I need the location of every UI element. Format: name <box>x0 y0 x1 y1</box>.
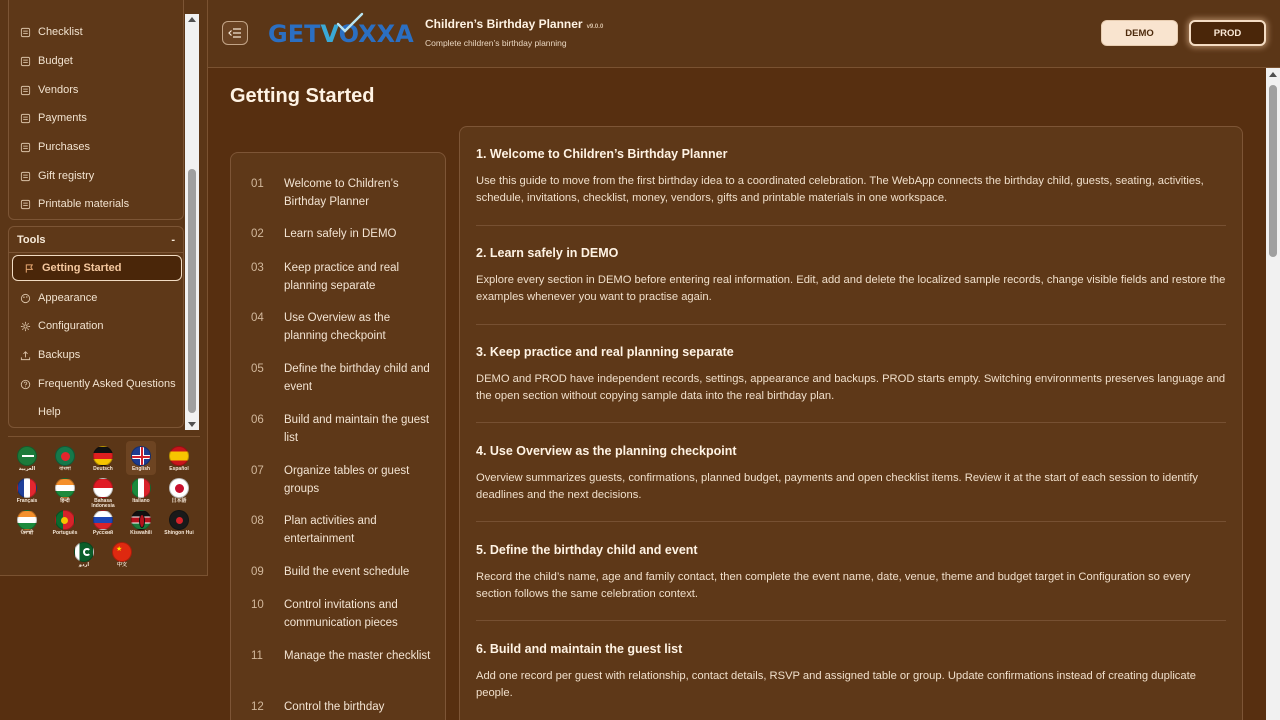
scroll-down-arrow-icon[interactable] <box>188 422 196 427</box>
sidebar <box>0 0 208 576</box>
language-option-deutsch[interactable]: Deutsch <box>88 441 118 475</box>
page-title: Getting Started <box>230 85 375 107</box>
sidebar-item-label: Backups <box>38 349 81 361</box>
upload-icon <box>19 349 31 361</box>
toc-label: Keep practice and real planning separate <box>284 262 400 292</box>
toc-number: 02 <box>251 228 264 240</box>
scrollbar-thumb[interactable] <box>188 169 196 413</box>
saudi-arabia-flag-icon <box>17 446 37 466</box>
demo-environment-button[interactable]: DEMO <box>1101 20 1178 46</box>
section-title: 3. Keep practice and real planning separate <box>476 345 734 359</box>
scroll-up-arrow-icon[interactable] <box>1269 72 1277 77</box>
sidebar-item-label: Budget <box>38 55 73 67</box>
app-title-text: Children’s Birthday Planner <box>425 17 583 31</box>
toc-number: 05 <box>251 363 264 375</box>
language-option-bangla[interactable]: বাংলা <box>50 441 80 475</box>
sidebar-item-faq[interactable] <box>9 371 184 397</box>
language-option-kiswahili[interactable]: Kiswahili <box>126 505 156 539</box>
sidebar-item-printable-materials[interactable] <box>9 191 184 217</box>
china-flag-icon: ★ <box>112 542 132 562</box>
question-icon <box>19 378 31 390</box>
toc-label: Define the birthday child and event <box>284 363 430 393</box>
sidebar-item-label: Purchases <box>38 141 90 153</box>
sidebar-item-label: Checklist <box>38 26 83 38</box>
tools-header[interactable] <box>9 227 183 253</box>
sidebar-item-label: Printable materials <box>38 198 130 210</box>
portugal-flag-icon <box>55 510 75 530</box>
toc-number: 10 <box>251 599 264 611</box>
main-scrollbar[interactable] <box>1266 68 1280 720</box>
sidebar-item-configuration[interactable] <box>9 313 184 339</box>
app-header <box>208 0 1280 68</box>
language-option-italiano[interactable]: Italiano <box>126 473 156 507</box>
toc-number: 04 <box>251 312 264 324</box>
sections-panel <box>8 0 184 220</box>
sidebar-item-label: Configuration <box>38 320 104 332</box>
toc-label: Control the birthday <box>284 701 385 713</box>
sidebar-item-label: Frequently Asked Questions <box>38 378 176 390</box>
guide-section <box>476 245 1226 306</box>
logo-text-v: V <box>320 20 339 48</box>
toc-number: 07 <box>251 465 264 477</box>
kenya-flag-icon <box>131 510 151 530</box>
guide-section <box>476 641 1226 702</box>
section-body: Record the child’s name, age and family contact, then complete the event name, date, venue, theme and budget target in Configuration so every section follows the same celebration context. <box>476 571 1191 600</box>
toc-label: Learn safely in DEMO <box>284 228 397 240</box>
shingon-flag-icon <box>169 510 189 530</box>
sidebar-item-payments[interactable] <box>9 105 184 131</box>
gear-icon <box>19 320 31 332</box>
app-title <box>425 17 603 31</box>
toc-label: Control invitations and communication pieces <box>284 599 398 629</box>
language-option-english[interactable]: English <box>126 441 156 475</box>
guide-section <box>476 542 1226 603</box>
india-flag-icon <box>17 510 37 530</box>
language-option-shingon-hui[interactable]: Shingon Hui <box>164 505 194 539</box>
toc-number: 09 <box>251 566 264 578</box>
toc-label: Manage the master checklist <box>284 650 431 662</box>
toc-number: 03 <box>251 262 264 274</box>
france-flag-icon <box>17 478 37 498</box>
sidebar-item-label: Help <box>38 406 61 418</box>
sidebar-item-purchases[interactable] <box>9 134 184 160</box>
japan-flag-icon <box>169 478 189 498</box>
app-version: v9.0.0 <box>586 24 604 30</box>
language-option-chinese[interactable]: ★ 中文 <box>107 537 137 571</box>
section-body: Add one record per guest with relationship, contact details, RSVP and assigned table or group. Update confirmations instead of creating duplicate people. <box>476 670 1196 699</box>
sidebar-item-label: Getting Started <box>42 262 122 274</box>
section-divider <box>476 620 1226 621</box>
getvoxxa-logo <box>268 20 412 54</box>
section-divider <box>476 521 1226 522</box>
language-option-punjabi[interactable]: ਪੰਜਾਬੀ <box>12 505 42 539</box>
help-icon <box>19 406 31 418</box>
section-divider <box>476 422 1226 423</box>
sidebar-item-gift-registry[interactable] <box>9 163 184 189</box>
scrollbar-thumb[interactable] <box>1269 85 1277 257</box>
language-option-urdu[interactable]: اردو <box>69 537 99 571</box>
uk-flag-icon <box>131 446 151 466</box>
sidebar-nav <box>8 0 184 430</box>
language-option-hindi[interactable]: हिन्दी <box>50 473 80 507</box>
logo-text-oxxa: OXXA <box>338 20 414 48</box>
section-body: Overview summarizes guests, confirmations, planned budget, payments and open checklist items. Review it at the start of each session to identify deadlines and the next decisions. <box>476 472 1198 501</box>
list-icon <box>19 55 31 67</box>
sidebar-item-label: Vendors <box>38 84 79 96</box>
list-icon <box>19 26 31 38</box>
language-option-indonesia[interactable]: Bahasa Indonesia <box>88 473 118 507</box>
toc-label: Use Overview as the planning checkpoint <box>284 312 391 342</box>
sidebar-item-checklist[interactable] <box>9 19 184 45</box>
list-icon <box>19 141 31 153</box>
section-title: 5. Define the birthday child and event <box>476 543 698 557</box>
guide-section <box>476 443 1226 504</box>
logo-check-icon <box>336 12 364 34</box>
section-divider <box>476 324 1226 325</box>
collapse-sidebar-icon <box>228 28 242 38</box>
toc-number: 11 <box>251 650 263 662</box>
tools-title: Tools <box>17 233 46 246</box>
section-title: 6. Build and maintain the guest list <box>476 642 683 656</box>
sidebar-item-backups[interactable] <box>9 342 184 368</box>
indonesia-flag-icon <box>93 478 113 498</box>
spain-flag-icon <box>169 446 189 466</box>
list-icon <box>19 84 31 96</box>
toc-label: Organize tables or guest groups <box>284 465 410 495</box>
sidebar-item-budget[interactable] <box>9 48 184 74</box>
guide-content <box>459 126 1243 720</box>
toc-number: 08 <box>251 515 264 527</box>
table-of-contents <box>230 152 446 720</box>
section-title: 2. Learn safely in DEMO <box>476 246 619 260</box>
sidebar-item-appearance[interactable] <box>9 285 184 311</box>
sidebar-item-vendors[interactable] <box>9 77 184 103</box>
tools-panel <box>8 226 184 428</box>
language-option-francais[interactable]: Français <box>12 473 42 507</box>
collapse-icon[interactable]: - <box>171 233 175 246</box>
guide-section <box>476 344 1226 405</box>
sidebar-scrollbar[interactable] <box>185 14 199 430</box>
section-body: DEMO and PROD have independent records, settings, appearance and backups. PROD starts empty. Switching environments preserves language and the open section without copying sample data into the real birthday plan. <box>476 373 1226 402</box>
scroll-up-arrow-icon[interactable] <box>188 17 196 22</box>
language-option-espanol[interactable]: Español <box>164 441 194 475</box>
toc-label: Welcome to Children’s Birthday Planner <box>284 178 399 208</box>
prod-environment-button[interactable]: PROD <box>1189 20 1266 46</box>
sidebar-item-label: Gift registry <box>38 170 95 182</box>
section-body: Explore every section in DEMO before entering real information. Edit, add and delete the localized sample records, change visible fields and restore the examples whenever you want to practise again. <box>476 274 1226 303</box>
logo-text-get: GET <box>268 20 321 48</box>
sidebar-toggle-button[interactable] <box>222 21 248 45</box>
language-option-arabic[interactable]: العربية <box>12 441 42 475</box>
india-flag-icon <box>55 478 75 498</box>
list-icon <box>19 198 31 210</box>
language-option-portugues[interactable]: Português <box>50 505 80 539</box>
section-divider <box>476 225 1226 226</box>
language-option-japanese[interactable]: 日本語 <box>164 473 194 507</box>
italy-flag-icon <box>131 478 151 498</box>
list-icon <box>19 112 31 124</box>
section-title: 1. Welcome to Children’s Birthday Planner <box>476 147 728 161</box>
russia-flag-icon <box>93 510 113 530</box>
pakistan-flag-icon <box>74 542 94 562</box>
palette-icon <box>19 292 31 304</box>
sidebar-item-label: Appearance <box>38 292 98 304</box>
toc-label: Build the event schedule <box>284 566 410 578</box>
sidebar-item-label: Payments <box>38 112 87 124</box>
toc-number: 12 <box>251 701 264 713</box>
toc-label: Build and maintain the guest list <box>284 414 430 444</box>
sidebar-item-help[interactable] <box>9 399 184 425</box>
app-subtitle: Complete children’s birthday planning <box>425 38 567 48</box>
flag-icon <box>23 262 35 274</box>
germany-flag-icon <box>93 446 113 466</box>
toc-label: Plan activities and entertainment <box>284 515 377 545</box>
guide-section <box>476 146 1226 207</box>
section-title: 4. Use Overview as the planning checkpoint <box>476 444 737 458</box>
language-option-russian[interactable]: Русский <box>88 505 118 539</box>
language-selector <box>8 436 200 572</box>
sidebar-item-getting-started[interactable] <box>12 255 182 281</box>
toc-number: 06 <box>251 414 264 426</box>
list-icon <box>19 170 31 182</box>
toc-number: 01 <box>251 178 264 190</box>
section-body: Use this guide to move from the first birthday idea to a coordinated celebration. The WebApp connects the birthday child, guests, seating, activities, schedule, invitations, checklist, money, vendors, gifts and printable materials in one workspace. <box>476 175 1204 204</box>
bangladesh-flag-icon <box>55 446 75 466</box>
